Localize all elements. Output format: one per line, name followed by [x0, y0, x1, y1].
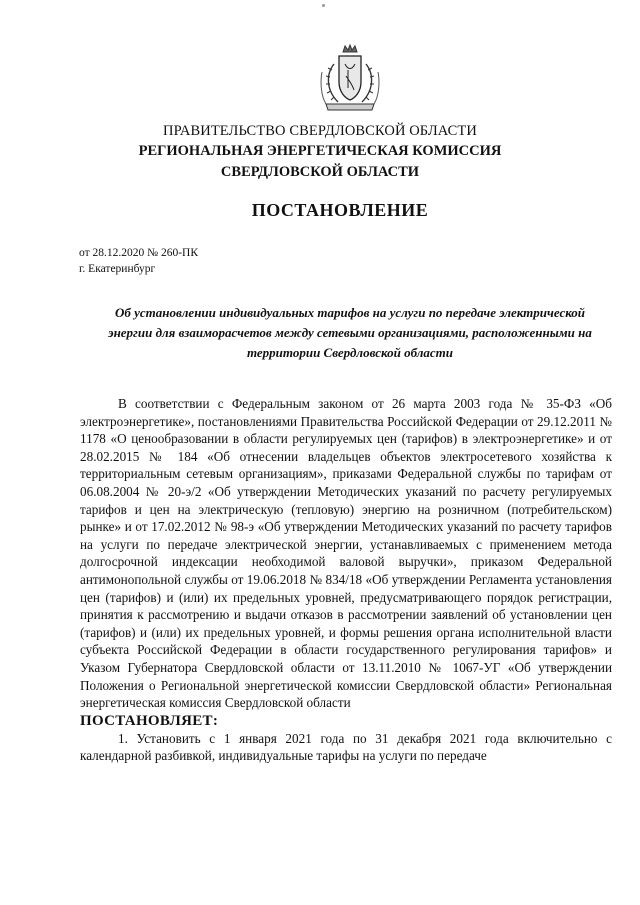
scan-speck — [322, 4, 325, 7]
preamble-paragraph: В соответствии с Федеральным законом от 26 марта 2003 года № 35-ФЗ «Об электроэнергетике», постановлениями Правительства Российской Федерации от 29.12.2011 № 1178 «О ценообразовании в области регулируемых цен (тарифов) в электроэнергетике» и от 28.02.2015 № 184 «Об отнесении владельцев объектов электросетевого хозяйства к территориальным сетевым организациям», приказами Федеральной службы по тарифам от 06.08.2004 № 20-э/2 «Об утверждении Методических указаний по расчету регулируемых тарифов и цен на электрическую (тепловую) энергию на розничном (потребительском) рынке» и от 17.02.2012 № 98-э «Об утверждении Методических указаний по расчету тарифов на услуги по передаче электрической энергии, устанавливаемых с применением метода долгосрочной индексации необходимой валовой выручки», приказом Федеральной антимонопольной службы от 19.06.2018 № 834/18 «Об утверждении Регламента установления цен (тарифов) и (или) их предельных уровней, предусматривающего порядок регистрации, принятия к рассмотрению и выдачи отказов в рассмотрении заявлений об установлении цен (тарифов) и (или) их предельных уровней, и формы решения органа исполнительной власти субъекта Российской Федерации в области государственного регулирования тарифов» и Указом Губернатора Свердловской области от 13.11.2010 № 1067-УГ «Об утверждении Положения о Региональной энергетической комиссии Свердловской области» Региональная энергетическая комиссия Свердловской области — [80, 396, 612, 711]
coat-of-arms-icon — [312, 42, 388, 116]
document-subject: Об установлении индивидуальных тарифов на услуги по передаче электрической энергии для взаиморасчетов между сетевыми организациями, расположенными на территории Свердловской области — [108, 305, 592, 360]
document-body — [80, 395, 612, 765]
decree-heading: ПОСТАНОВЛЯЕТ: — [80, 712, 219, 729]
government-name: ПРАВИТЕЛЬСТВО СВЕРДЛОВСКОЙ ОБЛАСТИ — [163, 123, 477, 139]
commission-name: РЕГИОНАЛЬНАЯ ЭНЕРГЕТИЧЕСКАЯ КОМИССИЯ — [138, 143, 502, 159]
document-type-title: ПОСТАНОВЛЕНИЕ — [251, 200, 429, 220]
document-city: г. Екатеринбург — [79, 263, 156, 275]
item-1-paragraph: 1. Установить с 1 января 2021 года по 31 декабря 2021 года включительно с календарной разбивкой, индивидуальные тарифы на услуги по передаче — [80, 730, 612, 764]
document-date-number: от 28.12.2020 № 260-ПК — [79, 247, 199, 259]
commission-region: СВЕРДЛОВСКОЙ ОБЛАСТИ — [220, 164, 420, 180]
